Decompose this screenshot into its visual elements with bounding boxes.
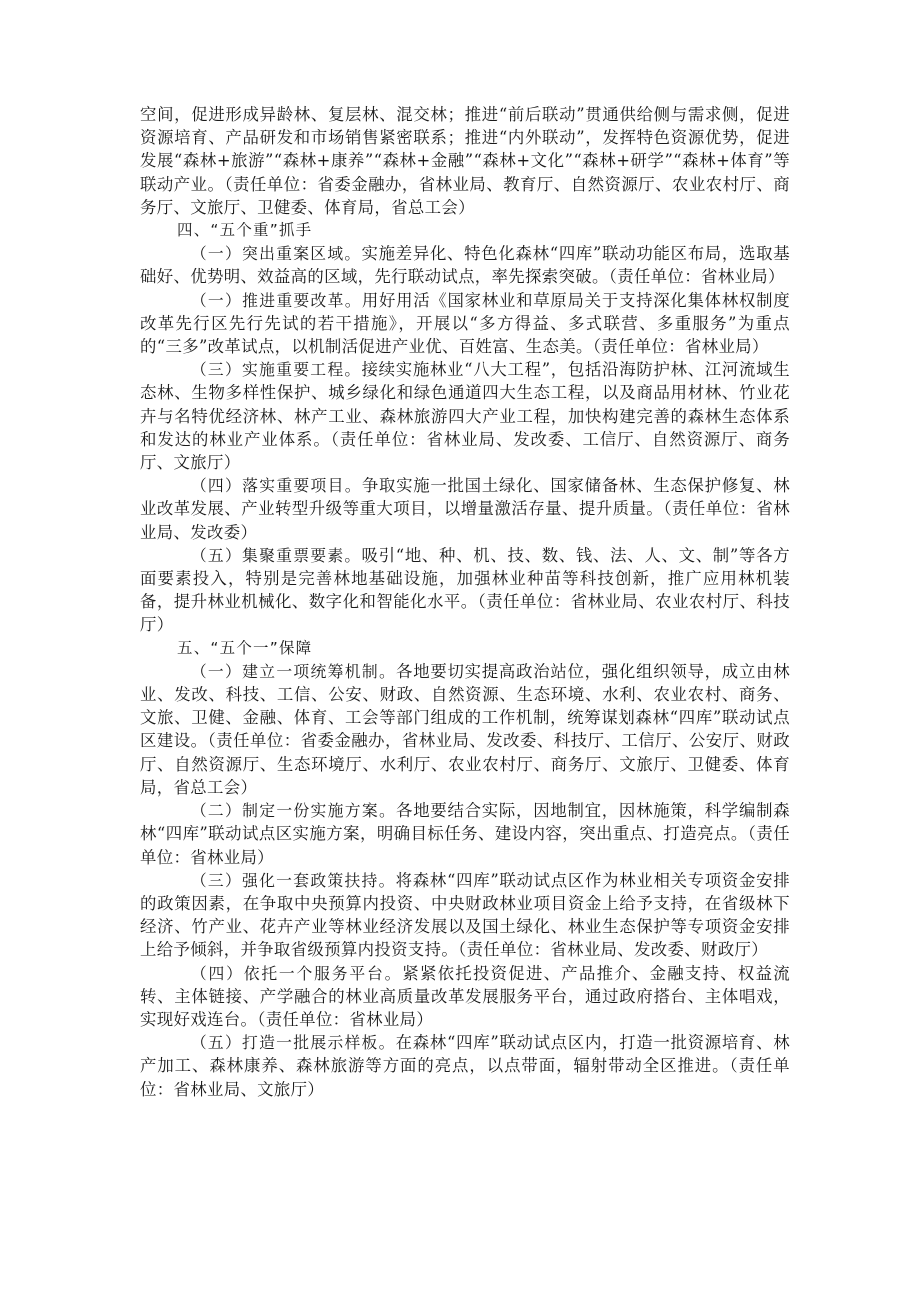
paragraph-item bbox=[140, 474, 790, 544]
paragraph-intro-continued bbox=[140, 103, 790, 219]
paragraph-text: 空间，促进形成异龄林、复层林、混交林；推进“前后联动”贯通供给侧与需求侧，促进资源培育、产品研发和市场销售紧密联系；推进“内外联动”，发挥特色资源优势，促进发展“森林+旅游”“森林+康养”“森林+金融”“森林+文化”“森林+研学”“森林+体育”等联动产业。（责任单位：省委金融办，省林业局、教育厅、自然资源厅、农业农村厅、商务厅、文旅厅、卫健委、体育局，省总工会） bbox=[140, 105, 790, 217]
paragraph-item bbox=[140, 799, 790, 869]
paragraph-lead: （五）打造一批展示样板。 bbox=[190, 1033, 396, 1053]
paragraph-lead: （三）强化一套政策扶持。 bbox=[190, 870, 396, 890]
paragraph-text: 将森林“四库”联动试点区作为林业相关专项资金安排的政策因素，在争取中央预算内投资、中央财政林业项目资金上给予支持，在省级林下经济、竹产业、花卉产业等林业经济发展以及国土绿化、林业生态保护等专项资金安排上给予倾斜，并争取省级预算内投资支持。（责任单位：省林业局、发改委、财政厅） bbox=[140, 870, 790, 960]
paragraph-text: 在森林“四库”联动试点区内，打造一批资源培育、林产加工、森林康养、森林旅游等方面的亮点，以点带面，辐射带动全区推进。（责任单位：省林业局、文旅厅） bbox=[140, 1033, 790, 1099]
section-heading-five: 五、“五个一”保障 bbox=[177, 638, 313, 657]
paragraph-item bbox=[140, 358, 790, 474]
paragraph-lead: （一）推进重要改革。 bbox=[190, 290, 362, 310]
paragraph-text: 各地要切实提高政治站位，强化组织领导，成立由林业、发改、科技、工信、公安、财政、自然资源、生态环境、水利、农业农村、商务、文旅、卫健、金融、体育、工会等部门组成的工作机制，统筹谋划森林“四库”联动试点区建设。（责任单位：省委金融办，省林业局、发改委、科技厅、工信厅、公安厅、财政厅、自然资源厅、生态环境厅、水利厅、农业农村厅、商务厅、文旅厅、卫健委、体育局，省总工会） bbox=[140, 661, 790, 797]
paragraph-lead: （四）依托一个服务平台。 bbox=[190, 963, 403, 983]
paragraph-item bbox=[140, 1031, 790, 1101]
paragraph-lead: （四）落实重要项目。 bbox=[190, 476, 362, 496]
paragraph-text: 争取实施一批国土绿化、国家储备林、生态保护修复、林业改革发展、产业转型升级等重大项目，以增量激活存量、提升质量。（责任单位：省林业局、发改委） bbox=[140, 476, 790, 542]
document-page bbox=[140, 103, 790, 1101]
paragraph-item bbox=[140, 869, 790, 962]
paragraph-item bbox=[140, 242, 790, 288]
paragraph-lead: （三）实施重要工程。 bbox=[190, 360, 362, 380]
paragraph-text: 吸引“地、种、机、技、数、钱、法、人、文、制”等各方面要素投入，特别是完善林地基础设施，加强林业种苗等科技创新，推广应用林机装备，提升林业机械化、数字化和智能化水平。（责任单位：省林业局、农业农村厅、科技厅） bbox=[140, 545, 790, 635]
paragraph-text: 紧紧依托投资促进、产品推介、金融支持、权益流转、主体链接、产学融合的林业高质量改革发展服务平台，通过政府搭台、主体唱戏，实现好戏连台。（责任单位：省林业局） bbox=[140, 963, 790, 1029]
paragraph-lead: （二）制定一份实施方案。 bbox=[190, 801, 397, 821]
paragraph-text: 用好用活《国家林业和草原局关于支持深化集体林权制度改革先行区先行先试的若干措施》，开展以“多方得益、多式联营、多重服务”为重点的“三多”改革试点，以机制活促进产业优、百姓富、生态美。（责任单位：省林业局） bbox=[140, 290, 790, 357]
paragraph-item bbox=[140, 660, 790, 799]
paragraph-text: 接续实施林业“八大工程”，包括沿海防护林、江河流域生态林、生物多样性保护、城乡绿化和绿色通道四大生态工程，以及商品用材林、竹业花卉与名特优经济林、林产工业、森林旅游四大产业工程，加快构建完善的森林生态体系和发达的林业产业体系。（责任单位：省林业局、发改委、工信厅、自然资源厅、商务厅、文旅厅） bbox=[140, 360, 790, 473]
paragraph-lead: （一）建立一项统筹机制。 bbox=[190, 661, 397, 681]
paragraph-text: 各地要结合实际，因地制宜，因林施策，科学编制森林“四库”联动试点区实施方案，明确目标任务、建设内容，突出重点、打造亮点。（责任单位：省林业局） bbox=[140, 801, 790, 867]
paragraph-item bbox=[140, 544, 790, 637]
paragraph-item bbox=[140, 962, 790, 1032]
paragraph-text: 实施差异化、特色化森林“四库”联动功能区布局，选取基础好、优势明、效益高的区域，先行联动试点，率先探索突破。（责任单位：省林业局） bbox=[140, 244, 790, 287]
section-heading-four: 四、“五个重”抓手 bbox=[177, 221, 313, 240]
paragraph-lead: （一）突出重案区域。 bbox=[190, 244, 362, 264]
paragraph-item bbox=[140, 289, 790, 359]
paragraph-lead: （五）集聚重票要素。 bbox=[190, 545, 362, 565]
